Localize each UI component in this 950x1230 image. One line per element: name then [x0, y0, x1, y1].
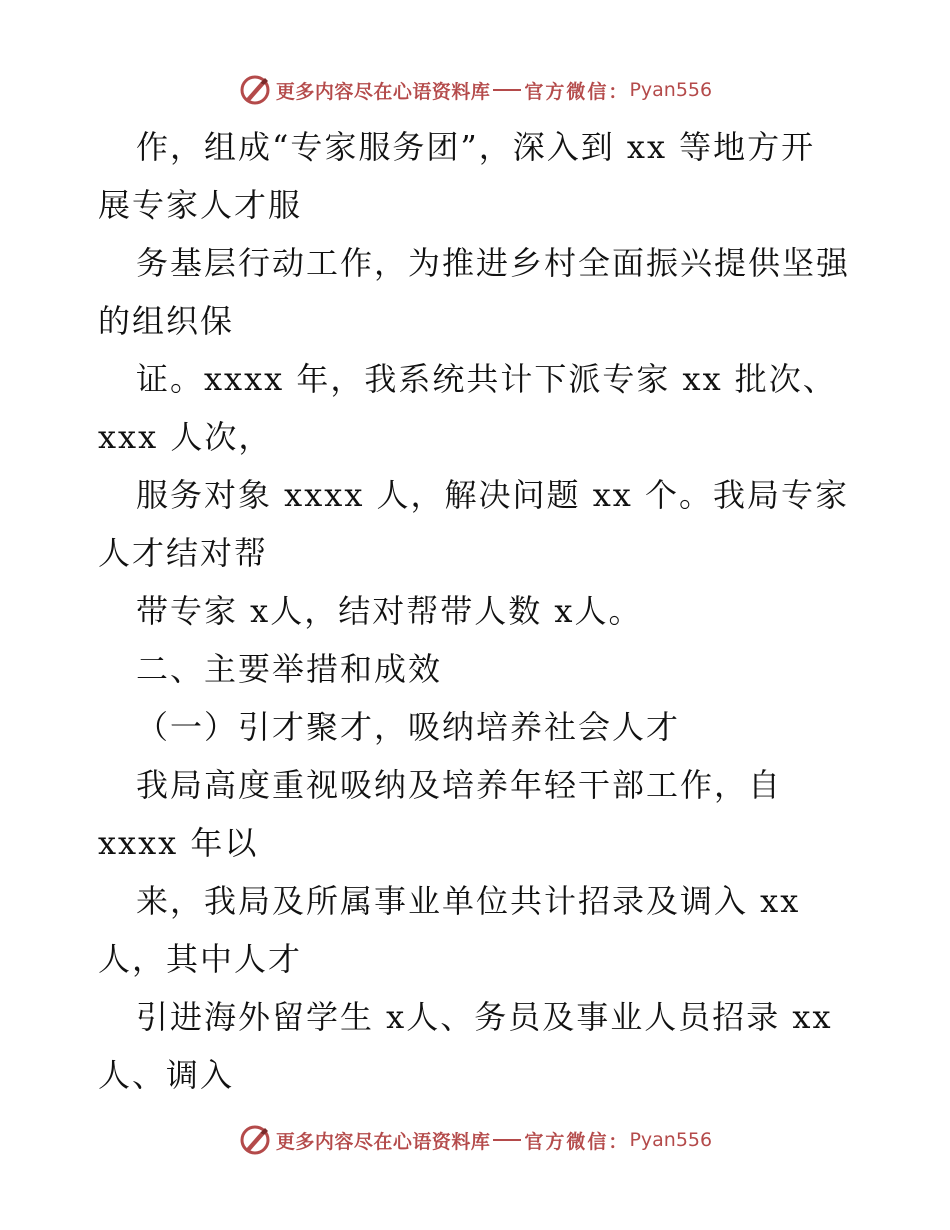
banner-wechat-id: Pyan556 [629, 79, 713, 101]
pen-logo-icon [238, 73, 272, 107]
footer-wechat-label: 官方微信： [524, 1130, 630, 1153]
body-line: 务基层行动工作，为推进乡村全面振兴提供坚强 [136, 244, 851, 282]
body-line: 证。xxxx 年，我系统共计下派专家 xx 批次、 [136, 360, 837, 398]
body-line: xxx 人次， [98, 418, 273, 456]
footer-title: 更多内容尽在心语资料库 [275, 1130, 491, 1153]
body-line: 服务对象 xxxx 人，解决问题 xx 个。我局专家 [136, 476, 849, 514]
footer-banner [0, 1120, 950, 1160]
body-line: 我局高度重视吸纳及培养年轻干部工作，自 [136, 766, 783, 804]
section-heading: 二、主要举措和成效 [136, 650, 443, 688]
banner-wechat-label: 官方微信： [524, 80, 630, 103]
banner-dash [493, 89, 521, 91]
body-line: 的组织保 [98, 302, 235, 340]
body-line: 人，其中人才 [98, 940, 303, 978]
body-line: 带专家 x人，结对帮带人数 x人。 [136, 592, 643, 630]
body-line: 作，组成“专家服务团”，深入到 xx 等地方开 [136, 128, 816, 166]
body-line: 来，我局及所属事业单位共计招录及调入 xx [136, 882, 801, 920]
banner-title: 更多内容尽在心语资料库 [275, 80, 491, 103]
body-line: 人才结对帮 [98, 534, 269, 572]
footer-wechat-id: Pyan556 [629, 1129, 713, 1151]
subsection-heading: （一）引才聚才，吸纳培养社会人才 [136, 708, 681, 746]
body-line: 人、调入 [98, 1056, 235, 1094]
footer-dash [493, 1139, 521, 1141]
body-line: xxxx 年以 [98, 824, 259, 862]
pen-logo-icon [238, 1123, 272, 1157]
body-line: 展专家人才服 [98, 186, 303, 224]
body-line: 引进海外留学生 x人、务员及事业人员招录 xx [136, 998, 833, 1036]
header-banner [0, 70, 950, 110]
document-body [98, 118, 858, 1104]
